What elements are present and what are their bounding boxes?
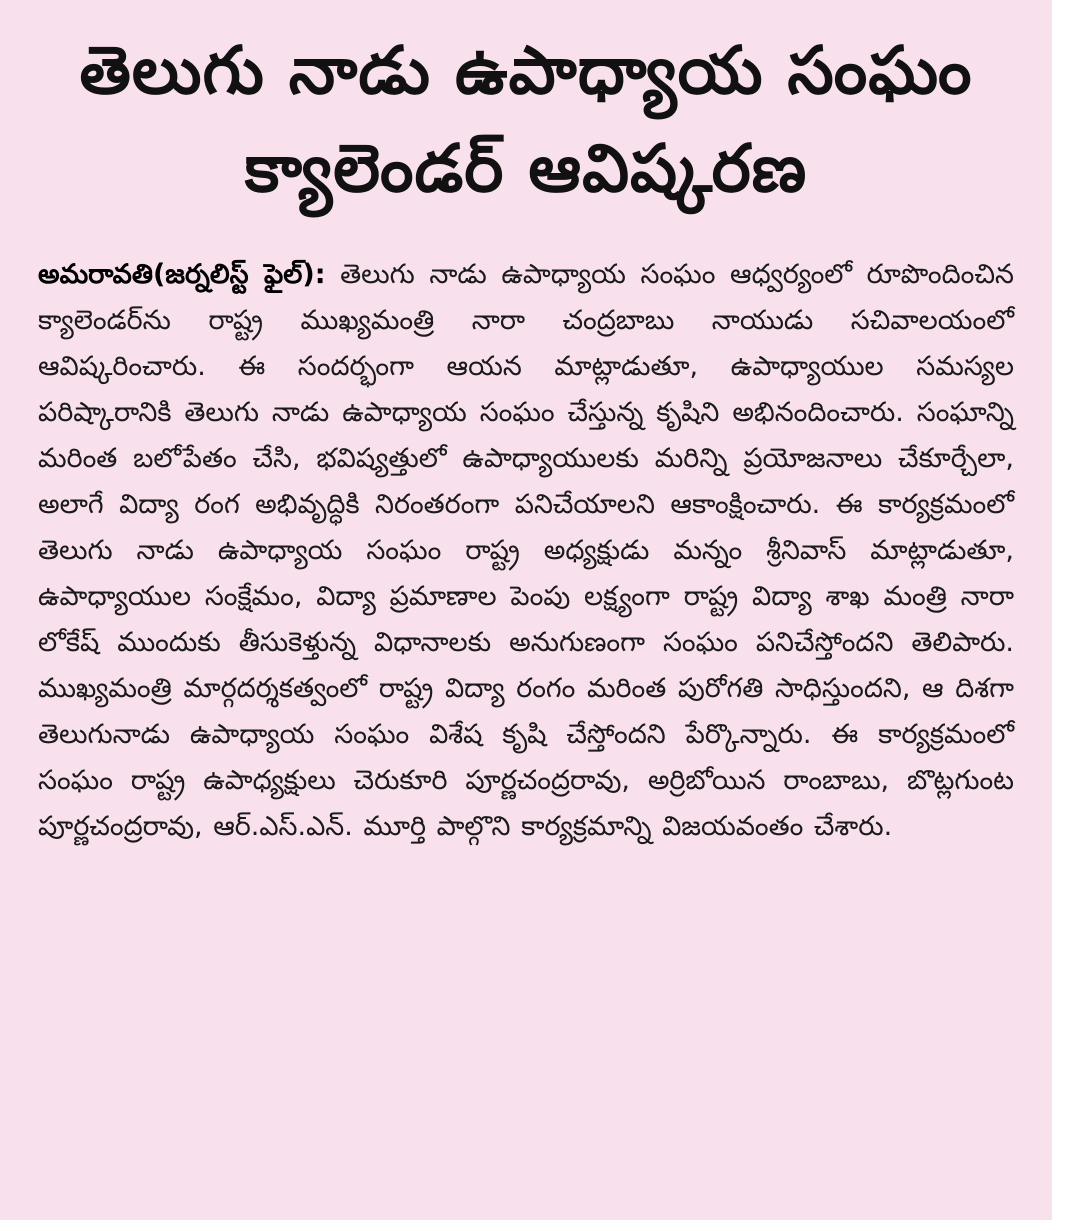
headline	[38, 22, 1014, 218]
dateline: అమరావతి(జర్నలిస్ట్ ఫైల్):	[38, 259, 326, 290]
headline-line-2: క్యాలెండర్ ఆవిష్కరణ	[244, 130, 808, 207]
article-body	[38, 252, 1014, 850]
article-text: తెలుగు నాడు ఉపాధ్యాయ సంఘం ఆధ్వర్యంలో రూపొందించిన క్యాలెండర్‌ను రాష్ట్ర ముఖ్యమంత్రి నారా చంద్రబాబు నాయుడు సచివాలయంలో ఆవిష్కరించారు. ఈ సందర్భంగా ఆయన మాట్లాడుతూ, ఉపాధ్యాయుల సమస్యల పరిష్కారానికి తెలుగు నాడు ఉపాధ్యాయ సంఘం చేస్తున్న కృషిని అభినందించారు. సంఘాన్ని మరింత బలోపేతం చేసి, భవిష్యత్తులో ఉపాధ్యాయులకు మరిన్ని ప్రయోజనాలు చేకూర్చేలా, అలాగే విద్యా రంగ అభివృద్ధికి నిరంతరంగా పనిచేయాలని ఆకాంక్షించారు. ఈ కార్యక్రమంలో తెలుగు నాడు ఉపాధ్యాయ సంఘం రాష్ట్ర అధ్యక్షుడు మన్నం శ్రీనివాస్ మాట్లాడుతూ, ఉపాధ్యాయుల సంక్షేమం, విద్యా ప్రమాణాల పెంపు లక్ష్యంగా రాష్ట్ర విద్యా శాఖ మంత్రి నారా లోకేష్ ముందుకు తీసుకెళ్తున్న విధానాలకు అనుగుణంగా సంఘం పనిచేస్తోందని తెలిపారు. ముఖ్యమంత్రి మార్గదర్శకత్వంలో రాష్ట్ర విద్యా రంగం మరింత పురోగతి సాధిస్తుందని, ఆ దిశగా తెలుగునాడు ఉపాధ్యాయ సంఘం విశేష కృషి చేస్తోందని పేర్కొన్నారు. ఈ కార్యక్రమంలో సంఘం రాష్ట్ర ఉపాధ్యక్షులు చెరుకూరి పూర్ణచంద్రరావు, అర్రిబోయిన రాంబాబు, బొట్లగుంట పూర్ణచంద్రరావు, ఆర్.ఎస్.ఎన్. మూర్తి పాల్గొని కార్యక్రమాన్ని విజయవంతం చేశారు.	[38, 259, 1014, 842]
headline-line-1: తెలుగు నాడు ఉపాధ్యాయ సంఘం	[79, 32, 973, 109]
